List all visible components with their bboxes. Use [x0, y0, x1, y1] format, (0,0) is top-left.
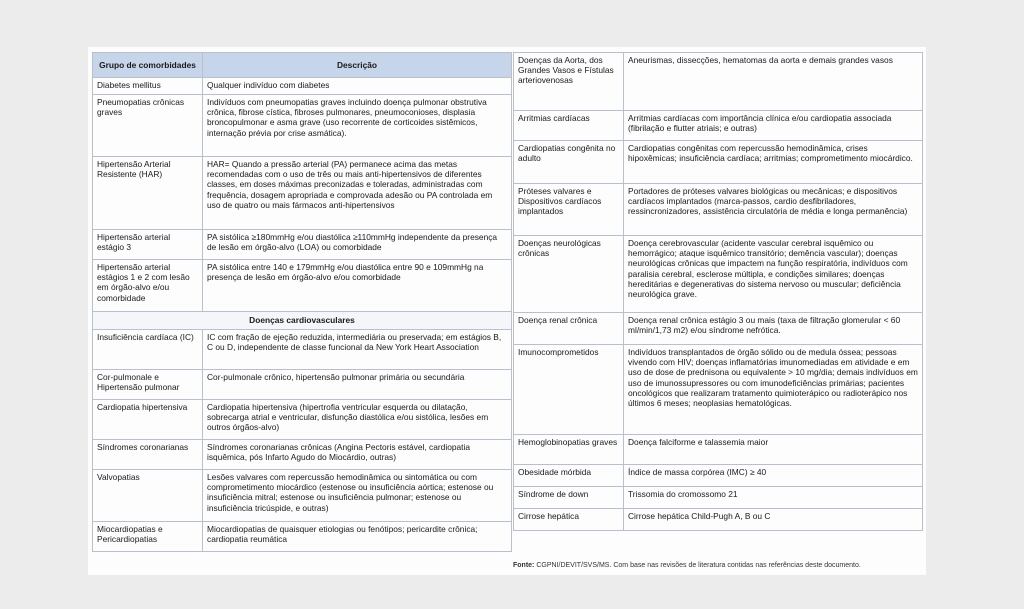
table-row: [514, 435, 923, 465]
document-page: [88, 47, 926, 575]
row-description: Trissomia do cromossomo 21: [624, 487, 923, 509]
row-description: Aneurismas, dissecções, hematomas da aorta e demais grandes vasos: [624, 53, 923, 111]
row-group: Insuficiência cardíaca (IC): [93, 330, 203, 370]
row-group: Hemoglobinopatias graves: [514, 435, 624, 465]
table-row: [93, 330, 512, 370]
row-description: PA sistólica ≥180mmHg e/ou diastólica ≥110mmHg independente da presença de lesão em órgão-alvo (LOA) ou comorbidade: [203, 230, 512, 260]
table-row: [93, 260, 512, 312]
table-row: [514, 184, 923, 236]
table-row: [93, 78, 512, 95]
row-description: PA sistólica entre 140 e 179mmHg e/ou diastólica entre 90 e 109mmHg na presença de lesão em órgão-alvo e/ou comorbidade: [203, 260, 512, 312]
table-row: [93, 440, 512, 470]
row-description: Lesões valvares com repercussão hemodinâmica ou sintomática ou com comprometimento miocárdico (estenose ou insuficiência aórtica; estenose ou insuficiência mitral; estenose ou insuficiência pulmonar; estenose ou insuficiência tricúspide, e outras): [203, 470, 512, 522]
row-group: Imunocomprometidos: [514, 345, 624, 435]
row-group: Arritmias cardíacas: [514, 111, 624, 141]
row-description: HAR= Quando a pressão arterial (PA) permanece acima das metas recomendadas com o uso de três ou mais anti-hipertensivos de diferentes classes, em doses máximas preconizadas e toleradas, administradas com frequência, dosagem apropriada e comprovada adesão ou PA controlada em uso de quatro ou mais fármacos anti-hipertensivos: [203, 157, 512, 230]
row-group: Hipertensão Arterial Resistente (HAR): [93, 157, 203, 230]
table-row: [93, 157, 512, 230]
row-group: Hipertensão arterial estágio 3: [93, 230, 203, 260]
section-title: Doenças cardiovasculares: [93, 312, 512, 330]
source-text: CGPNI/DEVIT/SVS/MS. Com base nas revisões de literatura contidas nas referências deste documento.: [536, 562, 861, 569]
section-row: [93, 312, 512, 330]
table-row: [514, 509, 923, 531]
table-row: [93, 370, 512, 400]
row-description: Indivíduos transplantados de órgão sólido ou de medula óssea; pessoas vivendo com HIV; doenças inflamatórias imunomediadas em atividade e em uso de dose de prednisona ou equivalente > 10 mg/dia; demais indivíduos em uso de imunossupressores ou com imunodeficiências primárias; pacientes oncológicos que realizaram tratamento quimioterápico ou radioterápico nos últimos 6 meses; neoplasias hematológicas.: [624, 345, 923, 435]
table-row: [514, 465, 923, 487]
row-group: Cardiopatia hipertensiva: [93, 400, 203, 440]
table-header-row: [93, 53, 512, 78]
row-description: Portadores de próteses valvares biológicas ou mecânicas; e dispositivos cardíacos implantados (marca-passos, cardio desfibriladores, ressincronizadores, assistência circulatória de média e longa permanência): [624, 184, 923, 236]
row-description: Indivíduos com pneumopatias graves incluindo doença pulmonar obstrutiva crônica, fibrose cística, fibroses pulmonares, pneumoconioses, displasia broncopulmonar e asma grave (uso recorrente de corticoides sistêmicos, internação prévia por crise asmática).: [203, 95, 512, 157]
table-row: [93, 522, 512, 552]
row-group: Síndromes coronarianas: [93, 440, 203, 470]
row-group: Doenças neurológicas crônicas: [514, 236, 624, 313]
row-group: Cor-pulmonale e Hipertensão pulmonar: [93, 370, 203, 400]
header-description: Descrição: [203, 53, 512, 78]
table-row: [514, 236, 923, 313]
table-row: [93, 400, 512, 440]
row-description: IC com fração de ejeção reduzida, intermediária ou preservada; em estágios B, C ou D, independente de classe funcional da New York Heart Association: [203, 330, 512, 370]
row-description: Doença falciforme e talassemia maior: [624, 435, 923, 465]
row-description: Cardiopatias congênitas com repercussão hemodinâmica, crises hipoxêmicas; insuficiência cardíaca; arritmias; comprometimento miocárdico.: [624, 141, 923, 184]
row-description: Síndromes coronarianas crônicas (Angina Pectoris estável, cardiopatia isquêmica, pós Infarto Agudo do Miocárdio, outras): [203, 440, 512, 470]
row-group: Doença renal crônica: [514, 313, 624, 345]
row-description: Índice de massa corpórea (IMC) ≥ 40: [624, 465, 923, 487]
row-group: Próteses valvares e Dispositivos cardíacos implantados: [514, 184, 624, 236]
table-row: [514, 53, 923, 111]
row-description: Qualquer indivíduo com diabetes: [203, 78, 512, 95]
row-group: Cirrose hepática: [514, 509, 624, 531]
row-group: Diabetes mellitus: [93, 78, 203, 95]
table-row: [93, 470, 512, 522]
row-group: Hipertensão arterial estágios 1 e 2 com lesão em órgão-alvo e/ou comorbidade: [93, 260, 203, 312]
table-row: [514, 141, 923, 184]
source-label: Fonte:: [513, 562, 535, 569]
row-group: Valvopatias: [93, 470, 203, 522]
row-description: Arritmias cardíacas com importância clínica e/ou cardiopatia associada (fibrilação e flutter atriais; e outras): [624, 111, 923, 141]
row-group: Miocardiopatias e Pericardiopatias: [93, 522, 203, 552]
row-group: Obesidade mórbida: [514, 465, 624, 487]
table-row: [514, 345, 923, 435]
table-row: [514, 111, 923, 141]
row-description: Cor-pulmonale crônico, hipertensão pulmonar primária ou secundária: [203, 370, 512, 400]
table-row: [93, 230, 512, 260]
row-description: Doença renal crônica estágio 3 ou mais (taxa de filtração glomerular < 60 ml/min/1,73 m2) e/ou síndrome nefrótica.: [624, 313, 923, 345]
table-row: [514, 487, 923, 509]
row-description: Cirrose hepática Child-Pugh A, B ou C: [624, 509, 923, 531]
row-description: Doença cerebrovascular (acidente vascular cerebral isquêmico ou hemorrágico; ataque isquêmico transitório; demência vascular); doenças neurológicas crônicas que impactem na função respiratória, indivíduos com paralisia cerebral, esclerose múltipla, e condições similares; doenças hereditárias e degenerativas do sistema nervoso ou muscular; deficiência neurológica grave.: [624, 236, 923, 313]
row-group: Síndrome de down: [514, 487, 624, 509]
row-description: Miocardiopatias de quaisquer etiologias ou fenótipos; pericardite crônica; cardiopatia reumática: [203, 522, 512, 552]
table-row: [93, 95, 512, 157]
source-note: [513, 561, 922, 570]
header-group: Grupo de comorbidades: [93, 53, 203, 78]
row-description: Cardiopatia hipertensiva (hipertrofia ventricular esquerda ou dilatação, sobrecarga atrial e ventricular, disfunção diastólica e/ou sistólica, lesões em outros órgãos-alvo): [203, 400, 512, 440]
row-group: Pneumopatias crônicas graves: [93, 95, 203, 157]
table-row: [514, 313, 923, 345]
row-group: Doenças da Aorta, dos Grandes Vasos e Fístulas arteriovenosas: [514, 53, 624, 111]
comorbidities-table-right: [513, 52, 923, 531]
comorbidities-table-left: [92, 52, 512, 552]
row-group: Cardiopatias congênita no adulto: [514, 141, 624, 184]
